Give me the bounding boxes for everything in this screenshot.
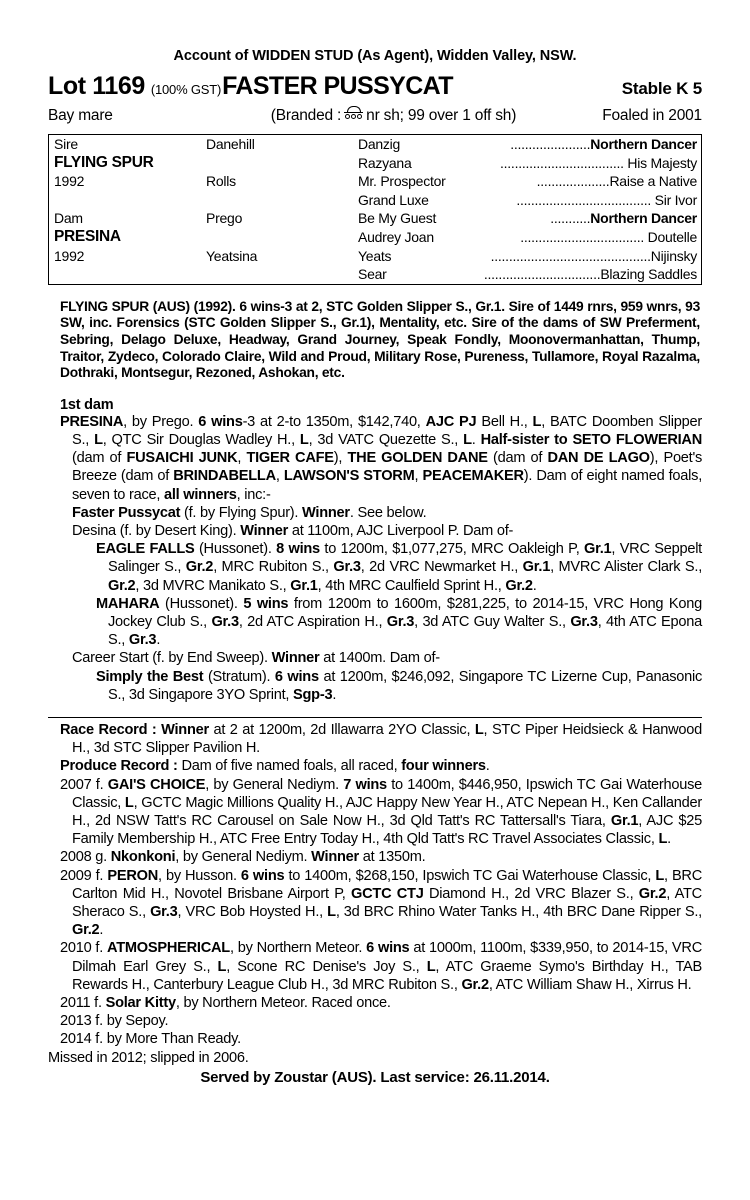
pedigree-cell-sire-dam: FLYING SPUR xyxy=(54,153,154,171)
race-record-label: Race Record : xyxy=(60,721,157,738)
progeny-text: (f. by Flying Spur). Winner. See below. xyxy=(180,504,427,521)
branded-prefix: (Branded : xyxy=(270,107,342,124)
pedigree-cell-grandparent: Prego xyxy=(206,210,243,227)
pedigree-cell-sire-dam: PRESINA xyxy=(54,227,121,245)
pedigree-cell-great-grandparent: Mr. Prospector ....................Raise a Native xyxy=(358,173,697,190)
stable-number: Stable K 5 xyxy=(621,79,702,98)
pedigree-cell-great-grandparent: Yeats ............................................Nijinsky xyxy=(358,247,697,264)
progeny-text: (Hussonet). 5 wins from 1200m to 1600m, $281,225, to 2014-15, VRC Hong Kong Jockey Club S., Gr.3, 2d ATC Aspiration H., Gr.3, 3d ATC Guy Walter S., Gr.3, 4th ATC Epona S., Gr.3. xyxy=(108,595,702,649)
pedigree-body xyxy=(49,135,702,285)
progeny-text: (f. by Desert King). Winner at 1100m, AJC Liverpool P. Dam of- xyxy=(115,522,514,539)
pedigree-cell-great-grandparent: Danzig ......................Northern Dancer xyxy=(358,136,697,152)
first-dam-body xyxy=(48,413,702,704)
progeny-career-start xyxy=(48,649,702,667)
progeny-name: MAHARA xyxy=(96,595,160,612)
foal-name: ATMOSPHERICAL xyxy=(106,940,230,957)
progeny-text: (Hussonet). 8 wins to 1200m, $1,077,275, MRC Oakleigh P, Gr.1, VRC Seppelt Salinger S., Gr.2, MRC Rubiton S., Gr.3, 2d VRC Newmarket H., Gr.1, MVRC Alister Clark S., Gr.2, 3d MVRC Manikato S., Gr.1, 4th MRC Caulfield Sprint H., Gr.2. xyxy=(108,541,702,594)
pedigree-cell-great-grandparent: Grand Luxe ..................................... Sir Ivor xyxy=(358,191,697,208)
produce-foal-entry xyxy=(48,1030,702,1048)
pedigree-cell-great-grandparent: Audrey Joan .................................. Doutelle xyxy=(358,228,697,245)
gst-note: (100% GST) xyxy=(150,82,222,97)
foal-year: 2010 f. xyxy=(60,940,104,957)
pedigree-cell-grandparent xyxy=(206,265,358,284)
foal-year: 2007 f. xyxy=(60,776,104,793)
pedigree-row xyxy=(49,209,702,228)
foal-text: by Sepoy. xyxy=(106,1013,169,1030)
dam-presina-name: PRESINA xyxy=(60,413,124,430)
progeny-mahara xyxy=(48,595,702,650)
progeny-text: (Stratum). 6 wins at 1200m, $246,092, Singapore TC Lizerne Cup, Panasonic S., 3d Singapore 3YO Sprint, Sgp-3. xyxy=(108,668,703,703)
pedigree-row xyxy=(49,228,702,247)
pedigree-cell-sire-dam: Dam xyxy=(54,210,83,227)
progeny-name: Simply the Best xyxy=(96,668,204,685)
pedigree-cell-sire-dam: Sire xyxy=(54,136,78,152)
progeny-eagle-falls xyxy=(48,540,702,595)
produce-foal-entry xyxy=(48,994,702,1012)
lot-number: Lot 1169 xyxy=(48,72,145,100)
produce-record-label: Produce Record : xyxy=(60,758,178,775)
horse-name: FASTER PUSSYCAT xyxy=(222,72,453,100)
foal-text: , by Husson. 6 wins to 1400m, $268,150, Ipswich TC Gai Waterhouse Classic, L, BRC Carlton Mid H., Novotel Brisbane Airport P, GCTC CTJ Diamond H., 2d VRC Blazer S., Gr.2, ATC Sheraco S., Gr.3, VRC Bob Hoysted H., L, 3d BRC Rhino Water Tanks H., 4th BRC Dane Ripper S., Gr.2. xyxy=(72,867,703,939)
pedigree-cell-sire-dam: 1992 xyxy=(54,173,85,190)
progeny-name: Desina xyxy=(72,522,116,539)
branding-info xyxy=(271,106,516,125)
foal-text: , by Northern Meteor. Raced once. xyxy=(175,995,391,1012)
lot-title-row xyxy=(48,72,702,101)
foal-year: 2008 g. xyxy=(60,849,107,866)
race-record xyxy=(48,721,702,757)
foal-name: Nkonkoni xyxy=(110,849,176,866)
produce-foal-entry xyxy=(48,1012,702,1030)
pedigree-cell-grandparent: Danehill xyxy=(206,136,255,152)
produce-foal-entry xyxy=(48,776,702,849)
dam-presina xyxy=(48,413,702,504)
lot-title-left xyxy=(48,72,453,101)
pedigree-table xyxy=(48,134,702,285)
description-row xyxy=(48,106,702,125)
colour-sex: Bay mare xyxy=(48,107,113,124)
pedigree-cell-grandparent xyxy=(206,154,358,173)
served-by-line: Served by Zoustar (AUS). Last service: 26.11.2014. xyxy=(200,1068,550,1086)
race-record-text: Winner at 2 at 1200m, 2d Illawarra 2YO Classic, L, STC Piper Heidsieck & Hanwood H., 3d STC Slipper Pavilion H. xyxy=(72,721,703,757)
pedigree-row xyxy=(49,154,702,173)
pedigree-cell-sire-dam: 1992 xyxy=(54,247,85,264)
foal-year: 2009 f. xyxy=(60,867,104,884)
progeny-desina xyxy=(48,522,702,540)
progeny-name: EAGLE FALLS xyxy=(96,541,195,558)
pedigree-row xyxy=(49,265,702,284)
foal-year: 2011 f. xyxy=(60,995,102,1012)
progeny-simply-the-best xyxy=(48,668,702,704)
foal-year: 2014 f. xyxy=(60,1031,103,1048)
pedigree-cell-grandparent xyxy=(206,228,358,247)
foal-name: Solar Kitty xyxy=(105,995,176,1012)
pedigree-cell-sire-dam xyxy=(49,191,207,210)
pedigree-cell-great-grandparent: Be My Guest ...........Northern Dancer xyxy=(358,210,697,227)
produce-record-text: Dam of five named foals, all raced, four winners. xyxy=(177,758,490,775)
account-line: Account of WIDDEN STUD (As Agent), Widden Valley, NSW. xyxy=(173,48,577,64)
pedigree-cell-grandparent xyxy=(206,191,358,210)
first-dam-heading: 1st dam xyxy=(60,396,114,413)
branded-suffix: nr sh; 99 over 1 off sh) xyxy=(366,107,517,124)
foaled-year: Foaled in 2001 xyxy=(602,107,702,124)
sire-summary: FLYING SPUR (AUS) (1992). 6 wins-3 at 2, STC Golden Slipper S., Gr.1. Sire of 1449 rnrs, 959 wnrs, 93 SW, inc. Forensics (STC Golden Slipper S., Gr.1), Mentality, etc. Sire of the dams of SW Preferment, Sebring, Delago Deluxe, Headway, Grand Journey, Speak Fondly, Moonovermanhattan, Thump, Traitor, Zydeco, Colorado Claire, Wild and Proud, Military Rose, Pureness, Tullamore, Royal Razalma, Dothraki, Montsegur, Rezoned, Ashokan, etc. xyxy=(60,298,700,381)
records-body xyxy=(48,721,702,1067)
produce-foal-entry xyxy=(48,848,702,866)
produce-foal-entry xyxy=(48,867,702,940)
pedigree-cell-great-grandparent: Sear ................................Blazing Saddles xyxy=(358,266,697,283)
pedigree-row xyxy=(49,135,702,154)
pedigree-row xyxy=(49,247,702,266)
pedigree-row xyxy=(49,191,702,210)
foal-text: by More Than Ready. xyxy=(106,1031,241,1048)
dam-presina-text: , by Prego. 6 wins-3 at 2-to 1350m, $142,740, AJC PJ Bell H., L, BATC Doomben Slipper S., L, QTC Sir Douglas Wadley H., L, 3d VATC Quezette S., L. Half-sister to SETO FLOWERIAN (dam of FUSAICHI JUNK, TIGER CAFE), THE GOLDEN DANE (dam of DAN DE LAGO), Poet's Breeze (dam of BRINDABELLA, LAWSON'S STORM, PEACEMAKER). Dam of eight named foals, seven to race, all winners, inc:- xyxy=(72,413,703,503)
missed-note: Missed in 2012; slipped in 2006. xyxy=(48,1049,249,1066)
pedigree-cell-sire-dam xyxy=(49,265,207,284)
pedigree-cell-grandparent: Yeatsina xyxy=(206,247,258,264)
progeny-faster-pussycat xyxy=(48,504,702,522)
foal-text: , by General Nediym. 7 wins to 1400m, $446,950, Ipswich TC Gai Waterhouse Classic, L, GCTC Magic Millions Quality H., AJC Happy New Year H., ATC Nepean H., Ken Callander H., 2d NSW Tatt's RC Carousel on Sale Now H., 3d Qld Tatt's RC Tattersall's Tiara, Gr.1, AJC $25 Family Membership H., ATC Free Entry Today H., 4th Qld Tatt's RC Travel Associates Classic, L. xyxy=(72,776,703,848)
pedigree-cell-great-grandparent: Razyana .................................. His Majesty xyxy=(358,154,697,171)
produce-foal-entry xyxy=(48,939,702,994)
progeny-text: (f. by End Sweep). Winner at 1400m. Dam of- xyxy=(148,650,440,667)
foal-year: 2013 f. xyxy=(60,1013,103,1030)
foal-text: , by General Nediym. Winner at 1350m. xyxy=(175,849,426,866)
produce-record xyxy=(48,757,702,775)
progeny-name: Faster Pussycat xyxy=(72,504,181,521)
foal-text: , by Northern Meteor. 6 wins at 1000m, 1100m, $339,950, to 2014-15, VRC Dilmah Earl Grey S., L, Scone RC Denise's Joy S., L, ATC Graeme Symo's Birthday H., TAB Rewards H., Canterbury League Club H., 3d MRC Rubiton S., Gr.2, ATC William Shaw H., Xirrus H. xyxy=(72,940,702,993)
foal-name: GAI'S CHOICE xyxy=(107,776,206,793)
foal-name: PERON xyxy=(107,867,159,884)
horseshoe-brand-icon xyxy=(344,106,363,120)
progeny-name: Career Start xyxy=(72,650,149,667)
section-divider xyxy=(48,717,702,718)
pedigree-cell-grandparent: Rolls xyxy=(206,173,236,190)
produce-foal-list xyxy=(48,776,702,1049)
pedigree-row xyxy=(49,172,702,191)
